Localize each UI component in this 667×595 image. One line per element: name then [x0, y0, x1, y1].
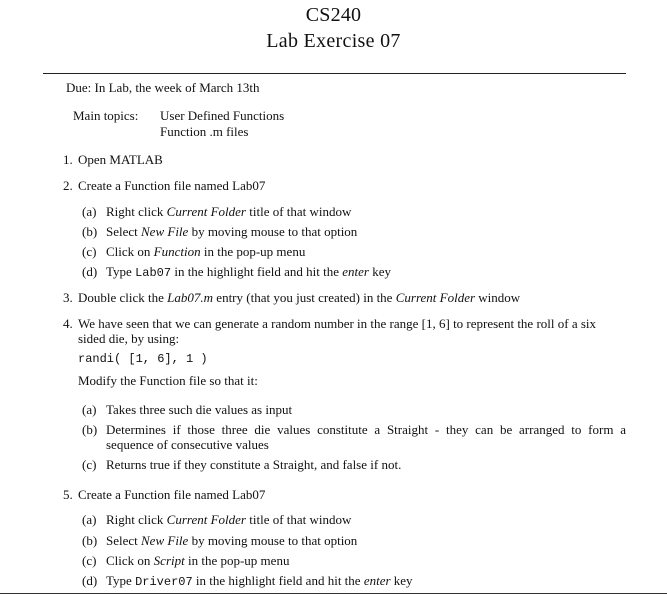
sub-label: (a) — [82, 204, 97, 219]
sub-text: Select New File by moving mouse to that option — [106, 224, 358, 239]
sub-text: Takes three such die values as input — [106, 402, 293, 417]
item-text: Create a Function file named Lab07 — [78, 487, 266, 502]
header-rule — [43, 73, 626, 74]
lab-title: Lab Exercise 07 — [266, 30, 401, 52]
item-text-line1: We have seen that we can generate a random number in the range [1, 6] to represent the roll of a six — [78, 316, 597, 331]
sub-label: (d) — [82, 264, 98, 279]
sub-label: (a) — [82, 512, 97, 527]
topics-label: Main topics: — [73, 108, 139, 123]
item-text-line2: sided die, by using: — [78, 331, 180, 346]
sub-label: (a) — [82, 402, 97, 417]
sub-text: Type Lab07 in the highlight field and hit the enter key — [106, 264, 391, 280]
item-text: Open MATLAB — [78, 152, 163, 167]
sub-text: Click on Script in the pop-up menu — [106, 553, 290, 568]
item-number: 3. — [63, 290, 73, 305]
course-title: CS240 — [305, 4, 362, 26]
due-label: Due: — [66, 80, 92, 95]
item-number: 1. — [63, 152, 73, 167]
item-text: Double click the Lab07.m entry (that you just created) in the Current Folder window — [78, 290, 521, 305]
sub-label: (b) — [82, 224, 98, 239]
due-line — [66, 80, 260, 96]
sub-label: (b) — [82, 422, 98, 437]
sub-label: (b) — [82, 533, 98, 548]
sub-text: Right click Current Folder title of that window — [106, 204, 352, 219]
sub-label: (d) — [82, 573, 98, 588]
sub-text: Returns true if they constitute a Straight, and false if not. — [106, 457, 402, 472]
item-number: 2. — [63, 178, 73, 193]
item-text: Create a Function file named Lab07 — [78, 178, 266, 193]
sub-text: Type Driver07 in the highlight field and hit the enter key — [106, 573, 413, 589]
item-number: 4. — [63, 316, 73, 331]
sub-label: (c) — [82, 244, 97, 259]
sub-text-line1: Determines if those three die values constitute a Straight - they can be arranged to form a — [106, 422, 626, 437]
code-inline: Lab07 — [135, 266, 172, 280]
sub-text: Select New File by moving mouse to that option — [106, 533, 358, 548]
due-text: In Lab, the week of March 13th — [94, 80, 260, 95]
item-number: 5. — [63, 487, 73, 502]
code-block: randi( [1, 6], 1 ) — [78, 352, 208, 366]
bottom-rule — [0, 593, 667, 594]
sub-text-line2: sequence of consecutive values — [106, 437, 269, 452]
sub-text: Right click Current Folder title of that window — [106, 512, 352, 527]
topic-item: User Defined Functions — [160, 108, 285, 123]
item-text: Modify the Function file so that it: — [78, 373, 258, 388]
sub-label: (c) — [82, 457, 97, 472]
topic-item: Function .m files — [160, 124, 249, 139]
sub-text: Click on Function in the pop-up menu — [106, 244, 306, 259]
code-inline: Driver07 — [135, 575, 193, 589]
sub-label: (c) — [82, 553, 97, 568]
